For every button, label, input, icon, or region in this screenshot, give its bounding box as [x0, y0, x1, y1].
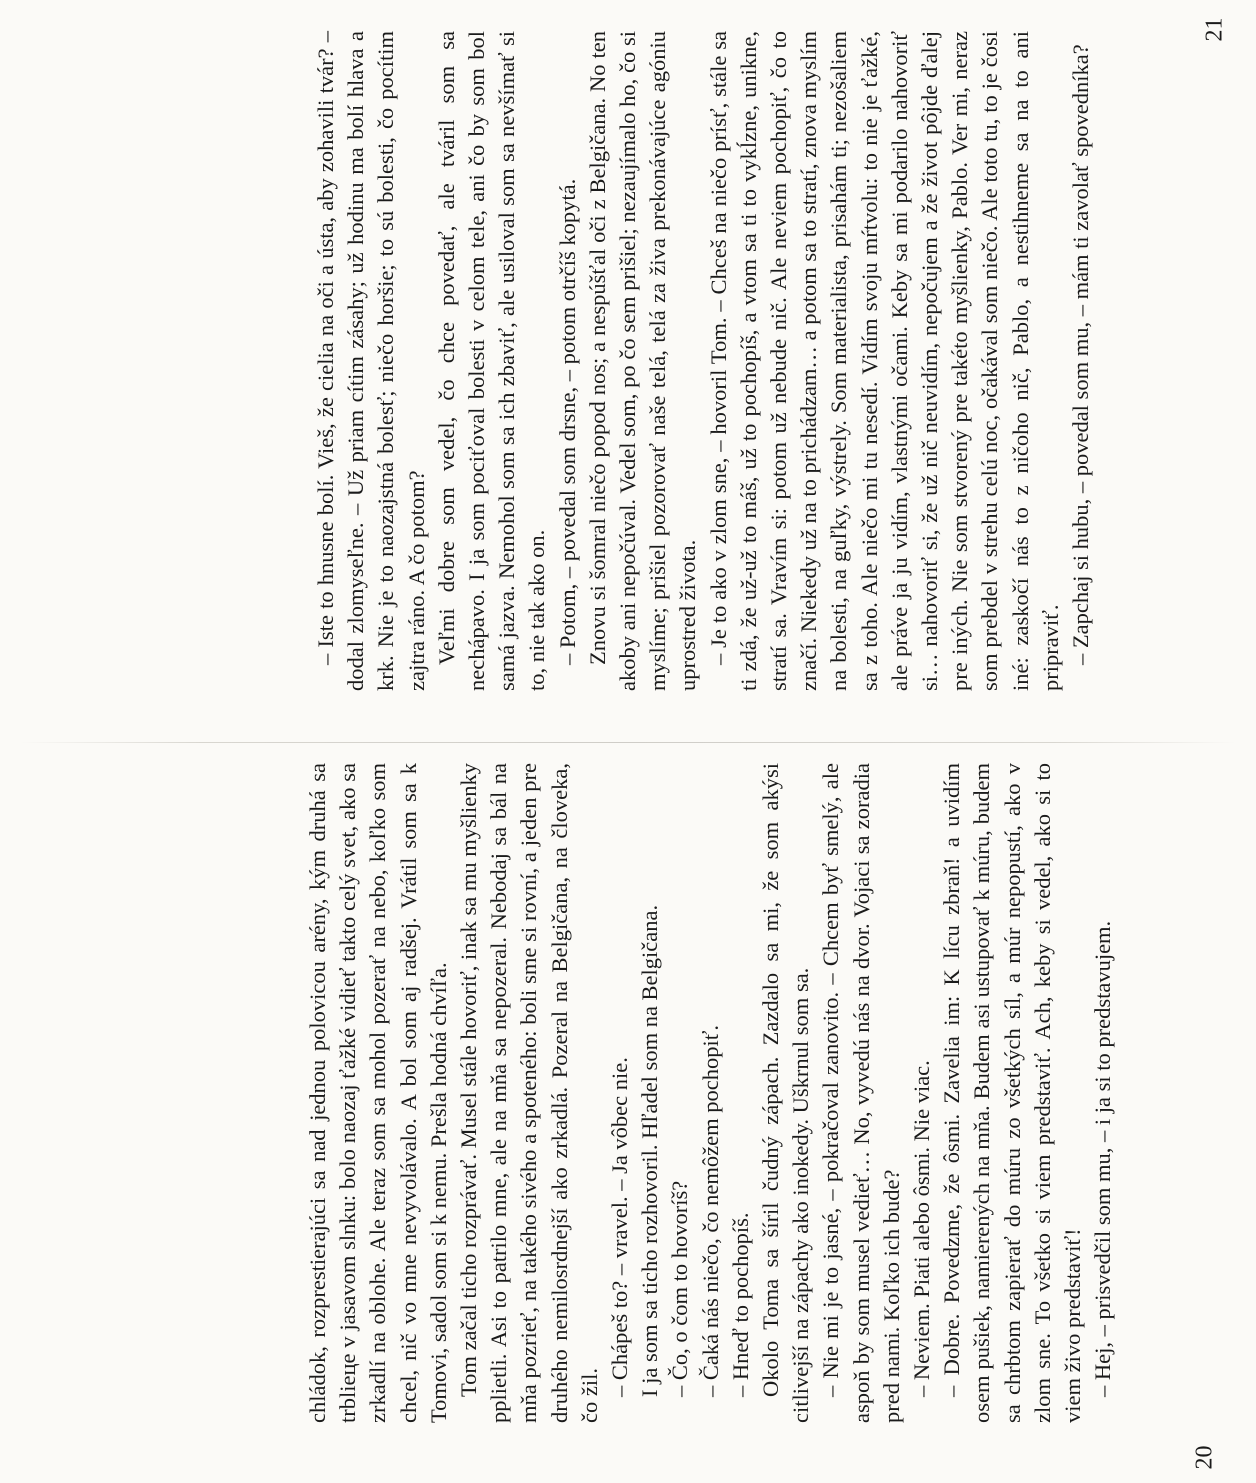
dialogue-line: – Potom, – povedal som drsne, – potom otrčíš kopytá.	[554, 178, 580, 665]
dialogue-line: – Hej, – prisvedčil som mu, – i ja si to predstavujem.	[1090, 920, 1116, 1397]
dialogue-line: – Hneď to pochopíš.	[727, 1212, 753, 1397]
right-page-text	[311, 31, 1094, 691]
dialogue-line: – Nie mi je to jasné, – pokračoval zanovito. – Chcem byť smelý, ale aspoň by som musel vedieť… No, vyvedú nás na dvor. Vojaci sa zoradia pred nami. Koľko ich bude?	[818, 763, 904, 1423]
dialogue-line: – Je to ako v zlom sne, – hovoril Tom. – Chceš na niečo prísť, stále sa ti zdá, že už-už to máš, už to pochopíš, a vtom sa ti to vykĺzne, unikne, stratí sa. Vravím si: potom už nebude nič. Ale neviem pochopiť, čo to značí. Niekedy už na to prichádzam… a potom sa to stratí, znova myslím na bolesti, na guľky, výstrely. Som materialista, prisahám ti; nezošaliem sa z toho. Ale niečo mi tu nesedí. Vidím svoju mŕtvolu: to nie je ťažké, ale práve ja ju vidím, vlastnými očami. Keby sa mi podarilo nahovoriť si… nahovoriť si, že už nič neuvidím, nepočujem a že život pôjde ďalej pre iných. Nie som stvorený pre takéto myšlienky, Pablo. Ver mi, neraz som prebdel v strehu celú noc, očakával som niečo. Ale toto tu, to je čosi iné: zaskočí nás to z ničoho nič, Pablo, a nestihneme sa na to ani pripraviť.	[705, 31, 1063, 691]
paragraph: Tom začal ticho rozprávať. Musel stále hovoriť, inak sa mu myšlienky pplietli. Asi to patrilo mne, ale na mňa sa nepozeral. Nebodaj sa bál na mňa pozrieť, na takého sivého a spoteného: boli sme si rovní, a jeden pre druhého nemilosrdnejší ako zrkadlá. Pozeral na Belgičana, na človeka, čo žil.	[456, 763, 602, 1423]
page-number-right: 21	[1201, 17, 1228, 42]
dialogue-line: – Iste to hnusne bolí. Vieš, že cielia na oči a ústa, aby zohavili tvár? – dodal zlomyseľne. – Už priam cítim zásahy; už hodinu ma bolí hlava a krk. Nie je to naozajstná bolesť; niečo horšie; to sú bolesti, čo pocítim zajtra ráno. A čo potom?	[313, 31, 429, 691]
dialogue-line: – Čaká nás niečo, čo nemôžem pochopiť.	[697, 1025, 723, 1397]
paragraph: Znovu si šomral niečo popod nos; a nespúšťal oči z Belgičana. No ten akoby ani nepočúval. Vedel som, po čo sem prišiel; nezaujímalo ho, čo si myslíme; prišiel pozorovať naše telá, telá za živa prekonávajúce agóniu uprostred života.	[584, 31, 701, 691]
paragraph: Okolo Toma sa šíril čudný zápach. Zazdalo sa mi, že som akýsi citlivejší na zápachy ako inokedy. Uškrnul som sa.	[758, 763, 814, 1423]
paragraph: chládok, rozprestierajúci sa nad jednou polovicou arény, kým druhá sa trblieце v jasavom slnku: bolo naozaj ťažké vidieť takto celý svet, ako sa zrkadlí na oblohe. Ale teraz som sa mohol pozerať na nebo, koľko som chcel, nič vo mne nevyvolávalo. A bol som aj radšej. Vrátil som sa k Tomovi, sadol som si k nemu. Prešla hodná chvíľa.	[305, 763, 451, 1423]
page-number-left: 20	[1191, 1445, 1218, 1470]
dialogue-line: – Neviem. Piati alebo ôsmi. Nie viac.	[909, 1060, 935, 1397]
page-spine-divider	[20, 742, 1236, 743]
left-page-text	[303, 763, 1116, 1423]
paragraph: I ja som sa ticho rozhovoril. Hľadel som na Belgičana.	[637, 904, 663, 1397]
dialogue-line: – Čo, o čom to hovoríš?	[667, 1180, 693, 1397]
paragraph: Veľmi dobre som vedel, čo chce povedať, ale tváril som sa nechápavo. I ja som pociťoval bolesti v celom tele, ani čo by som bol samá jazva. Nemohol som sa ich zbaviť, ale usiloval som sa nevšímať si to, nie tak ako on.	[433, 31, 550, 691]
dialogue-line: – Dobre. Povedzme, že ôsmi. Zavelia im: K lícu zbraň! a uvidím osem pušiek, namierených na mňa. Budem asi ustupovať k múru, budem sa chrbtom zapierať do múru zo všetkých síl, a múr nepopustí, ako v zlom sne. To všetko si viem predstaviť. Ach, keby si vedel, ako si to viem živo predstaviť!	[939, 763, 1086, 1423]
dialogue-line: – Zapchaj si hubu, – povedal som mu, – mám ti zavolať spovedníka?	[1068, 44, 1094, 665]
dialogue-line: – Chápeš to? – vravel. – Ja vôbec nie.	[607, 1057, 633, 1397]
